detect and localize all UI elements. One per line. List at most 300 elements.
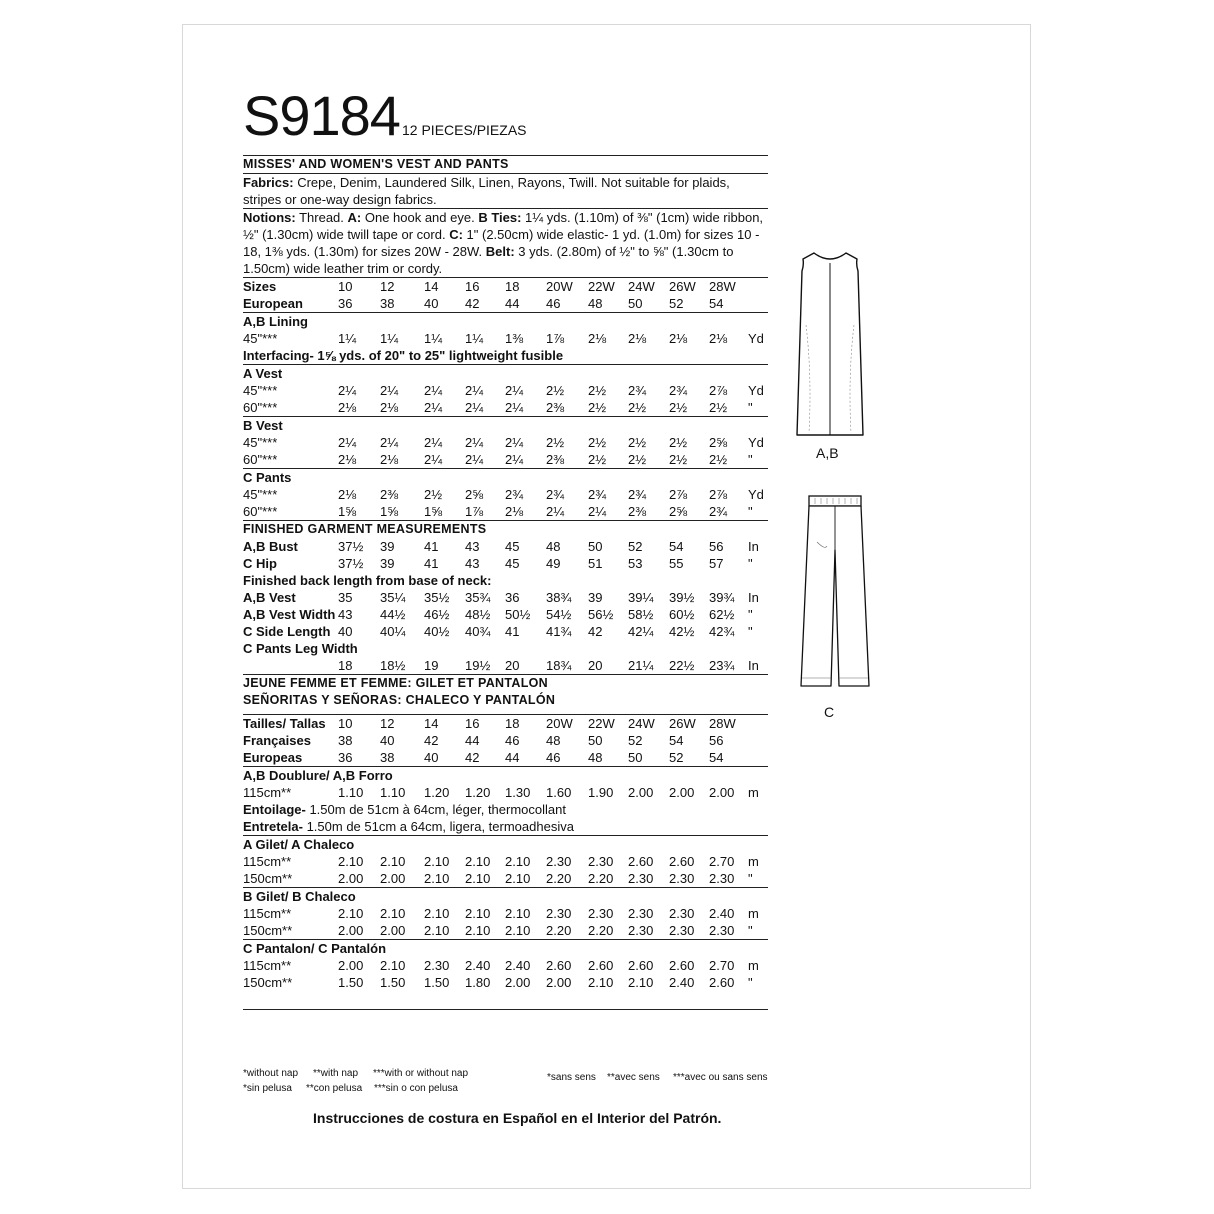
size-value: 60½ (669, 607, 695, 622)
size-value: 2.10 (380, 906, 406, 921)
size-value: 2¾ (628, 487, 647, 502)
francaises-row (243, 732, 768, 749)
size-value: 2.10 (465, 854, 491, 869)
size-value: 2⅜ (628, 504, 647, 519)
size-value: 1¼ (424, 331, 443, 346)
size-value: 2¼ (380, 383, 399, 398)
size-value: 2⅛ (380, 452, 399, 467)
size-value: 2.60 (709, 975, 735, 990)
size-value: 2⅜ (546, 452, 565, 467)
size-value: 2¼ (546, 504, 565, 519)
size-value: 37½ (338, 539, 364, 554)
size-value: 2¼ (338, 383, 357, 398)
size-value: 2.10 (424, 854, 450, 869)
size-value: 2½ (546, 383, 565, 398)
footnote: **avec sens (607, 1072, 660, 1083)
yardage-chart (243, 155, 768, 1010)
vest-figure-label: A,B (816, 445, 839, 461)
size-value: 2.20 (546, 871, 572, 886)
size-value: 2⅝ (709, 435, 728, 450)
tailles-row (243, 715, 768, 732)
unit-label: " (748, 452, 753, 467)
size-value: 2.60 (588, 958, 614, 973)
leg-width-label: C Pants Leg Width (243, 641, 358, 656)
section-title: A,B Lining (243, 314, 308, 329)
notions-belt-label: Belt: (485, 244, 515, 259)
size-value: 2.00 (546, 975, 572, 990)
size-value: 2.10 (628, 975, 654, 990)
unit-label: Yd (748, 435, 764, 450)
section-title-b-vest (243, 417, 768, 434)
lining-row (243, 330, 768, 347)
doublure-row (243, 784, 768, 801)
size-value: 19½ (465, 658, 491, 673)
size-value: 2¼ (505, 400, 524, 415)
size-value: 54½ (546, 607, 572, 622)
size-value: 2½ (669, 400, 688, 415)
size-value: 2.40 (505, 958, 531, 973)
size-value: 57 (709, 556, 724, 571)
hip-row (243, 555, 768, 572)
size-value: 2⅛ (338, 452, 357, 467)
size-value: 38¾ (546, 590, 572, 605)
row-label: 150cm** (243, 871, 293, 886)
size-value: 2¼ (588, 504, 607, 519)
size-value: 2.00 (380, 871, 406, 886)
size-value: 2.30 (709, 871, 735, 886)
size-value: 2⅞ (669, 487, 688, 502)
size-value: 1.30 (505, 785, 531, 800)
size-value: 48 (588, 296, 603, 311)
side-length-row (243, 623, 768, 640)
unit-label: " (748, 504, 753, 519)
size-value: 50 (628, 750, 643, 765)
size-value: 2⅞ (709, 487, 728, 502)
row-label: 60"*** (243, 452, 278, 467)
section-title: B Vest (243, 418, 283, 433)
size-value: 56 (709, 733, 724, 748)
size-value: 2¼ (465, 452, 484, 467)
size-value: 2¼ (424, 400, 443, 415)
size-value: 1.80 (465, 975, 491, 990)
size-value: 1.50 (338, 975, 364, 990)
interfacing-row (243, 347, 768, 364)
size-value: 36 (338, 296, 353, 311)
size-value: 2¼ (505, 452, 524, 467)
size-value: 62½ (709, 607, 735, 622)
footnote: *sans sens (547, 1072, 596, 1083)
size-value: 2.00 (338, 871, 364, 886)
vest-width-row (243, 606, 768, 623)
size-value: 46 (546, 296, 561, 311)
row-label: 45"*** (243, 487, 278, 502)
notions-part: 1" (2.50cm) wide elastic- 1 yd. (1.0m) for sizes 10 - 18, 1⅜ yds. (1.30m) for sizes 20W - 28W. (243, 227, 760, 259)
size-value: 41 (424, 539, 439, 554)
unit-label: In (748, 539, 759, 554)
size-value: 2.10 (588, 975, 614, 990)
row-label: 115cm** (243, 785, 292, 800)
size-value: 50½ (505, 607, 531, 622)
size-value: 2.30 (628, 906, 654, 921)
size-value: 48½ (465, 607, 491, 622)
size-value: 1¼ (380, 331, 399, 346)
size-value: 39 (380, 539, 395, 554)
size-value: 2.10 (424, 923, 450, 938)
size-value: 2.30 (546, 906, 572, 921)
size-value: 2.20 (588, 871, 614, 886)
size-value: 12 (380, 279, 395, 294)
unit-label: " (748, 923, 753, 938)
size-value: 20 (505, 658, 520, 673)
fabrics-label: Fabrics: (243, 175, 294, 190)
section-title: C Pantalon/ C Pantalón (243, 941, 387, 956)
a-gilet-row-115 (243, 853, 768, 870)
size-value: 2.20 (588, 923, 614, 938)
unit-label: " (748, 624, 753, 639)
size-value: 24W (628, 279, 655, 294)
size-value: 2⅝ (669, 504, 688, 519)
size-value: 2⅛ (588, 331, 607, 346)
size-value: 2¼ (424, 435, 443, 450)
size-value: 55 (669, 556, 684, 571)
size-value: 1⅝ (424, 504, 443, 519)
entoilage-row (243, 801, 768, 818)
size-value: 54 (709, 750, 724, 765)
row-label: 150cm** (243, 975, 293, 990)
size-value: 37½ (338, 556, 364, 571)
row-label: A,B Bust (243, 539, 298, 554)
notions-text (243, 209, 768, 277)
size-value: 38 (338, 733, 353, 748)
section-title: B Gilet/ B Chaleco (243, 889, 356, 904)
size-value: 56½ (588, 607, 614, 622)
b-vest-row-60 (243, 451, 768, 468)
row-label: Françaises (243, 733, 311, 748)
row-label: 115cm** (243, 854, 292, 869)
size-value: 1⅞ (546, 331, 565, 346)
size-value: 2.60 (546, 958, 572, 973)
row-label: C Hip (243, 556, 277, 571)
size-value: 2½ (709, 452, 728, 467)
section-title-a-vest (243, 365, 768, 382)
size-value: 42 (465, 750, 480, 765)
size-value: 48 (546, 539, 561, 554)
leg-width-row (243, 657, 768, 674)
unit-label: m (748, 854, 759, 869)
size-value: 44 (505, 750, 520, 765)
size-value: 2.10 (380, 854, 406, 869)
size-value: 2⅛ (380, 400, 399, 415)
unit-label: " (748, 400, 753, 415)
size-value: 50 (588, 733, 603, 748)
size-value: 40¾ (465, 624, 491, 639)
size-value: 1.50 (380, 975, 406, 990)
section-title: A Gilet/ A Chaleco (243, 837, 355, 852)
footnote: *without nap (243, 1068, 299, 1079)
size-value: 20 (588, 658, 603, 673)
size-value: 2¼ (505, 383, 524, 398)
row-label: 60"*** (243, 504, 278, 519)
size-value: 2.60 (669, 958, 695, 973)
size-value: 28W (709, 716, 736, 731)
size-value: 2.10 (505, 871, 531, 886)
size-value: 46 (505, 733, 520, 748)
section-title-finished (243, 521, 768, 538)
size-value: 2.40 (709, 906, 735, 921)
size-value: 49 (546, 556, 561, 571)
unit-label: m (748, 785, 759, 800)
entretela-text (243, 818, 574, 835)
notions-part: 1¼ yds. (1.10m) of ⅜" (1cm) wide ribbon, ½" (1.30cm) wide twill tape or cord. (243, 210, 764, 242)
unit-label: In (748, 590, 759, 605)
size-value: 53 (628, 556, 643, 571)
size-value: 1.20 (465, 785, 491, 800)
spanish-instructions-note: Instrucciones de costura en Español en el Interior del Patrón. (313, 1110, 722, 1126)
size-value: 10 (338, 279, 353, 294)
entretela-label: Entretela- (243, 819, 303, 834)
size-value: 40¼ (380, 624, 406, 639)
c-pantalon-row-150 (243, 974, 768, 991)
size-value: 42 (465, 296, 480, 311)
size-value: 39¾ (709, 590, 735, 605)
footnote: ***with or without nap (373, 1068, 469, 1079)
entoilage-text (243, 801, 566, 818)
row-label: 115cm** (243, 906, 292, 921)
size-value: 39 (588, 590, 603, 605)
size-value: 2.00 (628, 785, 654, 800)
size-value: 2.30 (628, 923, 654, 938)
size-value: 2¾ (546, 487, 565, 502)
footnote: ***avec ou sans sens (673, 1072, 768, 1083)
a-vest-row-45 (243, 382, 768, 399)
size-value: 1¼ (465, 331, 484, 346)
size-value: 21¼ (628, 658, 654, 673)
size-value: 2½ (628, 400, 647, 415)
size-value: 2.30 (669, 906, 695, 921)
size-value: 2.60 (628, 854, 654, 869)
row-label: 115cm** (243, 958, 292, 973)
size-value: 2½ (709, 400, 728, 415)
size-value: 43 (465, 556, 480, 571)
size-value: 56 (709, 539, 724, 554)
entretela-desc: 1.50m de 51cm a 64cm, ligera, termoadhesiva (302, 819, 574, 834)
footnote: **with nap (313, 1068, 359, 1079)
size-value: 2.10 (465, 906, 491, 921)
pattern-title: MISSES' AND WOMEN'S VEST AND PANTS (243, 157, 509, 171)
entoilage-desc: 1.50m de 51cm à 64cm, léger, thermocollant (305, 802, 566, 817)
size-value: 2.40 (465, 958, 491, 973)
size-value: 22½ (669, 658, 695, 673)
section-title-c-pants (243, 469, 768, 486)
size-value: 45 (505, 556, 520, 571)
size-value: 2¼ (505, 435, 524, 450)
size-value: 36 (338, 750, 353, 765)
size-value: 2¾ (588, 487, 607, 502)
section-title: A Vest (243, 366, 283, 381)
size-value: 2⅛ (505, 504, 524, 519)
footnote: ***sin o con pelusa (374, 1083, 458, 1094)
size-value: 2.10 (338, 906, 364, 921)
size-value: 2¼ (338, 435, 357, 450)
size-value: 2.10 (424, 906, 450, 921)
size-value: 1.60 (546, 785, 572, 800)
size-value: 35 (338, 590, 353, 605)
size-value: 39 (380, 556, 395, 571)
size-value: 26W (669, 279, 696, 294)
size-value: 2¾ (669, 383, 688, 398)
a-vest-row-60 (243, 399, 768, 416)
row-label: 45"*** (243, 331, 278, 346)
size-value: 2⅝ (465, 487, 484, 502)
unit-label: " (748, 607, 753, 622)
europeas-row (243, 749, 768, 766)
size-value: 39¼ (628, 590, 654, 605)
size-value: 18¾ (546, 658, 572, 673)
c-pants-row-60 (243, 503, 768, 520)
notions-b-label: B Ties: (478, 210, 522, 225)
sizes-row (243, 278, 768, 295)
size-value: 2¾ (505, 487, 524, 502)
size-value: 2.00 (669, 785, 695, 800)
notions-a-label: A: (347, 210, 362, 225)
size-value: 2.30 (546, 854, 572, 869)
unit-label: " (748, 556, 753, 571)
row-label: A,B Vest Width (243, 607, 336, 622)
size-value: 40 (424, 296, 439, 311)
size-value: 2⅞ (709, 383, 728, 398)
unit-label: " (748, 975, 753, 990)
size-value: 2¼ (465, 400, 484, 415)
size-value: 51 (588, 556, 603, 571)
size-value: 2.20 (546, 923, 572, 938)
size-value: 52 (669, 750, 684, 765)
section-title: C Pants (243, 470, 292, 485)
size-value: 42 (424, 733, 439, 748)
size-value: 2.60 (628, 958, 654, 973)
size-value: 42¼ (628, 624, 654, 639)
size-value: 2.10 (505, 854, 531, 869)
size-value: 14 (424, 279, 439, 294)
size-value: 2¼ (380, 435, 399, 450)
size-value: 41 (505, 624, 520, 639)
size-value: 42 (588, 624, 603, 639)
size-value: 2⅛ (338, 487, 357, 502)
section-title: A,B Doublure/ A,B Forro (243, 768, 393, 783)
size-value: 2½ (669, 452, 688, 467)
size-value: 40 (424, 750, 439, 765)
unit-label: Yd (748, 331, 764, 346)
size-value: 2.30 (669, 923, 695, 938)
size-value: 43 (338, 607, 353, 622)
size-value: 50 (588, 539, 603, 554)
section-title: FINISHED GARMENT MEASUREMENTS (243, 522, 487, 536)
entoilage-label: Entoilage- (243, 802, 306, 817)
size-value: 46½ (424, 607, 450, 622)
size-value: 40 (338, 624, 353, 639)
pants-figure-label: C (824, 704, 835, 720)
size-value: 1⅜ (505, 331, 524, 346)
size-value: 2.10 (424, 871, 450, 886)
b-gilet-row-150 (243, 922, 768, 939)
size-value: 38 (380, 296, 395, 311)
size-value: 52 (628, 733, 643, 748)
size-value: 2½ (424, 487, 443, 502)
row-label: 60"*** (243, 400, 278, 415)
size-value: 44 (465, 733, 480, 748)
size-value: 26W (669, 716, 696, 731)
size-value: 1¼ (338, 331, 357, 346)
size-value: 18 (338, 658, 353, 673)
row-label: 45"*** (243, 435, 278, 450)
divider (243, 1009, 768, 1010)
pieces-count: 12 PIECES/PIEZAS (402, 122, 527, 138)
size-value: 2⅛ (709, 331, 728, 346)
section-title-a-gilet (243, 836, 768, 853)
size-value: 36 (505, 590, 520, 605)
pattern-code: S9184 (243, 84, 400, 147)
size-value: 1.10 (338, 785, 364, 800)
size-value: 48 (546, 733, 561, 748)
french-title: JEUNE FEMME ET FEMME: GILET ET PANTALON (243, 676, 548, 690)
entretela-row (243, 818, 768, 835)
size-value: 2½ (628, 452, 647, 467)
footnote: *sin pelusa (243, 1083, 292, 1094)
section-title-lining (243, 313, 768, 330)
size-value: 45 (505, 539, 520, 554)
size-value: 2¼ (424, 383, 443, 398)
size-value: 1.10 (380, 785, 406, 800)
notions-part: One hook and eye. (361, 210, 479, 225)
size-value: 2.10 (465, 871, 491, 886)
unit-label: m (748, 906, 759, 921)
bust-row (243, 538, 768, 555)
row-label: 45"*** (243, 383, 278, 398)
size-value: 16 (465, 716, 480, 731)
size-value: 2½ (588, 435, 607, 450)
size-value: 41¾ (546, 624, 572, 639)
size-value: 39½ (669, 590, 695, 605)
size-value: 54 (709, 296, 724, 311)
row-label: A,B Vest (243, 590, 296, 605)
size-value: 1.50 (424, 975, 450, 990)
row-label: European (243, 296, 303, 311)
row-label: C Side Length (243, 624, 331, 639)
section-title-b-gilet (243, 888, 768, 905)
section-title-doublure (243, 767, 768, 784)
size-value: 35¼ (380, 590, 406, 605)
size-value: 2½ (588, 452, 607, 467)
leg-width-label-row (243, 640, 768, 657)
size-value: 2½ (628, 435, 647, 450)
size-value: 2.30 (588, 854, 614, 869)
size-value: 2.10 (380, 958, 406, 973)
row-label: Tailles/ Tallas (243, 716, 326, 731)
unit-label: m (748, 958, 759, 973)
size-value: 2.30 (628, 871, 654, 886)
size-value: 1.90 (588, 785, 614, 800)
size-value: 2⅜ (546, 400, 565, 415)
size-value: 2½ (546, 435, 565, 450)
size-value: 1⅝ (380, 504, 399, 519)
size-value: 1.20 (424, 785, 450, 800)
size-value: 2¾ (709, 504, 728, 519)
size-value: 2⅛ (338, 400, 357, 415)
spanish-title: SEÑORITAS Y SEÑORAS: CHALECO Y PANTALÓN (243, 693, 556, 707)
size-value: 2.30 (424, 958, 450, 973)
vest-length-row (243, 589, 768, 606)
size-value: 28W (709, 279, 736, 294)
size-value: 1⅝ (338, 504, 357, 519)
